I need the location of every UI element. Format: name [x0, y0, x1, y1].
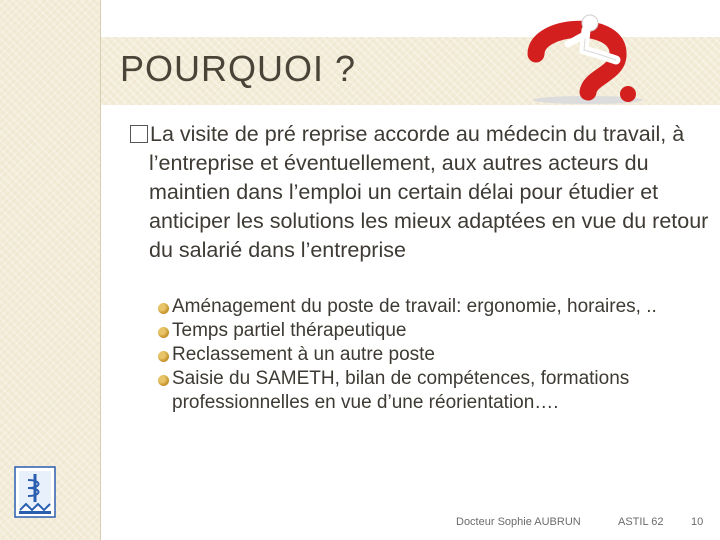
question-mark-icon	[518, 14, 658, 104]
checkbox-bullet-icon	[130, 125, 148, 143]
sub-bullet-item	[156, 319, 696, 343]
round-bullet-icon	[158, 375, 169, 386]
sub-bullet-text: Temps partiel thérapeutique	[172, 320, 407, 341]
page-number: 10	[691, 516, 704, 528]
slide-title: POURQUOI ?	[120, 48, 357, 89]
organization-logo-icon	[14, 466, 56, 518]
main-bullet-text: La visite de pré reprise accorde au médecin du travail, à l’entreprise et éventuellement, aux autres acteurs du maintien dans l’emploi un certain délai pour étudier et anticiper les solutions les mieux adaptées en vue du retour du salarié dans l’entreprise	[149, 122, 709, 262]
sub-bullet-item	[156, 343, 696, 367]
sub-bullet-item	[156, 295, 696, 319]
round-bullet-icon	[158, 351, 169, 362]
sub-bullet-item	[156, 367, 696, 414]
sub-bullet-text: Aménagement du poste de travail: ergonomie, horaires, ..	[172, 296, 657, 317]
footer-organization: ASTIL 62	[618, 516, 664, 528]
footer-author: Docteur Sophie AUBRUN	[456, 516, 581, 528]
sub-bullet-list	[156, 295, 696, 415]
left-decorative-band	[0, 0, 100, 540]
sub-bullet-text: Reclassement à un autre poste	[172, 344, 435, 365]
round-bullet-icon	[158, 327, 169, 338]
main-bullet	[130, 120, 709, 265]
sub-bullet-text: Saisie du SAMETH, bilan de compétences, formations professionnelles en vue d’une réorientation….	[172, 368, 630, 413]
round-bullet-icon	[158, 303, 169, 314]
